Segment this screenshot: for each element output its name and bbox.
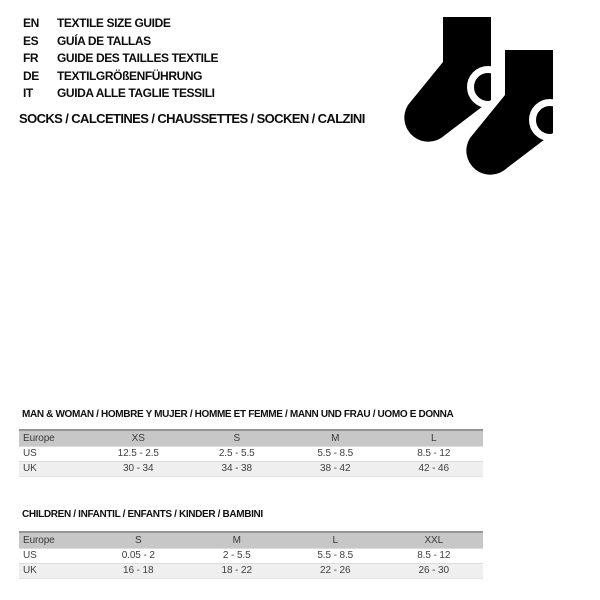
size-cell: 5.5 - 8.5: [317, 550, 354, 561]
size-cell: 38 - 42: [320, 463, 351, 474]
language-label: GUIDE DES TAILLES TEXTILE: [57, 51, 219, 65]
socks-icon: [400, 12, 580, 180]
header-cell-region: Europe: [23, 535, 55, 546]
language-row-en: [23, 15, 218, 33]
header-cell-size: L: [332, 535, 338, 546]
language-code: DE: [23, 68, 39, 83]
header-cell-size: XXL: [424, 535, 444, 546]
header-cell-size: S: [134, 535, 142, 546]
language-row-it: [23, 85, 218, 103]
size-cell: 18 - 22: [221, 565, 252, 576]
size-table-children: [19, 531, 483, 579]
header-cell-size: M: [232, 535, 241, 546]
size-cell: 5.5 - 8.5: [317, 448, 354, 459]
header-cell-size: XS: [131, 433, 145, 444]
size-cell: 34 - 38: [221, 463, 252, 474]
language-label: GUIDA ALLE TAGLIE TESSILI: [57, 86, 215, 100]
language-code: EN: [23, 16, 39, 30]
language-code: ES: [23, 33, 39, 48]
size-table-adults: [19, 429, 483, 477]
size-cell: 0.05 - 2: [121, 550, 155, 561]
row-label: UK: [23, 565, 37, 576]
table-header-row: [19, 431, 483, 447]
table-row-us: [19, 447, 483, 462]
size-cell: 8.5 - 12: [417, 448, 451, 459]
language-label: TEXTILE SIZE GUIDE: [57, 16, 171, 30]
row-label: UK: [23, 463, 37, 474]
table-header-row: [19, 533, 483, 549]
category-heading: SOCKS / CALCETINES / CHAUSSETTES / SOCKEN / CALZINI: [19, 111, 365, 126]
size-cell: 30 - 34: [123, 463, 154, 474]
table-row-uk: [19, 462, 483, 477]
size-cell: 12.5 - 2.5: [117, 448, 159, 459]
language-row-de: [23, 68, 218, 86]
language-label: TEXTILGRÖßENFÜHRUNG: [57, 68, 203, 83]
size-cell: 42 - 46: [418, 463, 449, 474]
size-cell: 22 - 26: [320, 565, 351, 576]
size-cell: 2.5 - 5.5: [218, 448, 255, 459]
size-cell: 8.5 - 12: [417, 550, 451, 561]
header-cell-size: S: [233, 433, 241, 444]
table-row-uk: [19, 564, 483, 579]
table-row-us: [19, 549, 483, 564]
size-cell: 2 - 5.5: [222, 550, 251, 561]
language-row-es: [23, 33, 218, 51]
language-row-fr: [23, 50, 218, 68]
header-cell-size: M: [331, 433, 340, 444]
row-label: US: [23, 550, 37, 561]
language-code: IT: [23, 86, 33, 100]
language-code: FR: [23, 51, 39, 65]
table-title-children: CHILDREN / INFANTIL / ENFANTS / KINDER / BAMBINI: [22, 509, 263, 520]
size-cell: 16 - 18: [123, 565, 154, 576]
table-title-adults: MAN & WOMAN / HOMBRE Y MUJER / HOMME ET FEMME / MANN UND FRAU / UOMO E DONNA: [22, 409, 454, 420]
language-guide-list: [23, 15, 218, 103]
size-cell: 26 - 30: [418, 565, 449, 576]
header-cell-region: Europe: [23, 433, 55, 444]
header-cell-size: L: [431, 433, 437, 444]
language-label: GUÍA DE TALLAS: [57, 33, 151, 48]
row-label: US: [23, 448, 37, 459]
